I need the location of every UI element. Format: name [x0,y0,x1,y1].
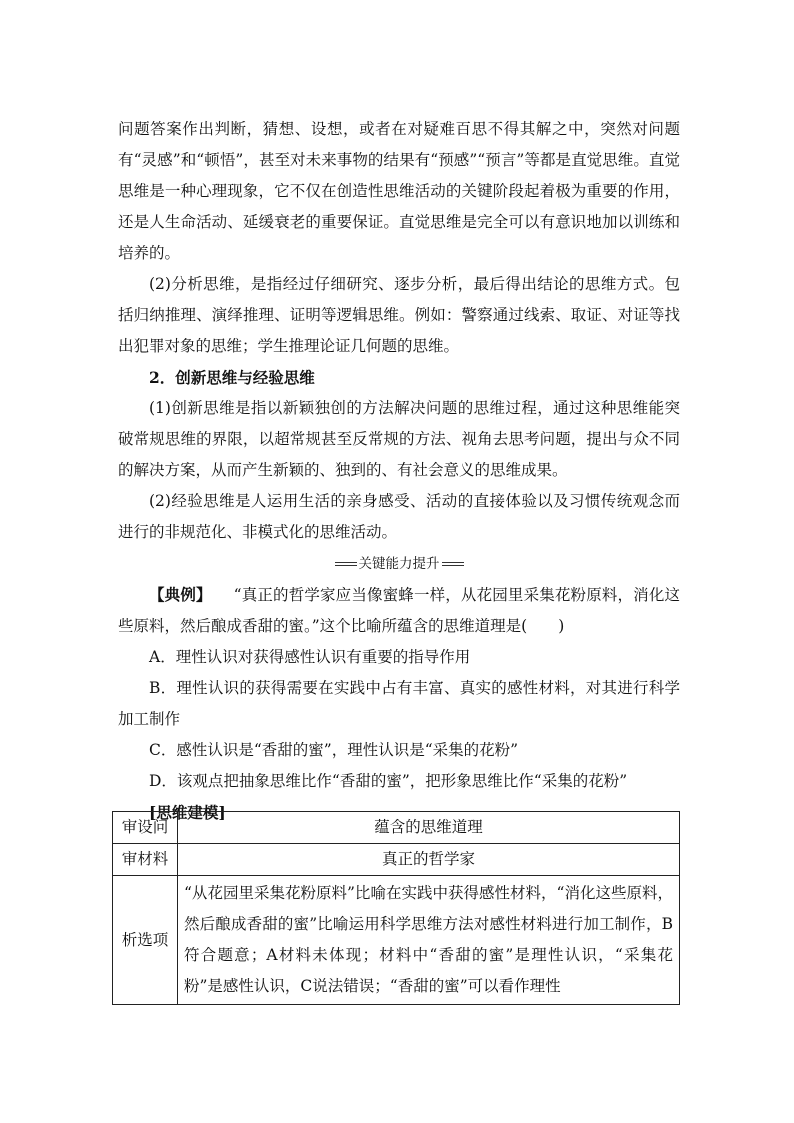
section-banner [118,548,680,579]
banner-box [331,556,468,572]
option-d: D．该观点把抽象思维比作“香甜的蜜”，把形象思维比作“采集的花粉” [149,772,628,790]
banner-title: 关键能力提升 [358,556,440,572]
table-row [113,844,680,876]
paragraph-innovation: (1)创新思维是指以新颖独创的方法解决问题的思维过程，通过这种思维能突破常规思维的界限，以超常规甚至反常规的方法、视角去思考问题，提出与众不同的解决方案，从而产生新颖的、独到的、有社会意义的思维成果。 [118,399,680,479]
table-row [113,812,680,844]
option-a: A．理性认识对获得感性认识有重要的指导作用 [149,648,471,666]
section-heading-2: 2．创新思维与经验思维 [149,368,315,387]
option-b: B．理性认识的获得需要在实践中占有丰富、真实的感性材料，对其进行科学加工制作 [118,679,680,728]
example-paragraph [118,579,680,642]
row-value-material: 真正的哲学家 [178,844,680,876]
paragraph-intuition: 问题答案作出判断，猜想、设想，或者在对疑难百思不得其解之中，突然对问题有“灵感”和“顿悟”，甚至对未来事物的结果有“预感”“预言”等都是直觉思维。直觉思维是一种心理现象，它不仅在创造性思维活动的关键阶段起着极为重要的作用，还是人生命活动、延缓衰老的重要保证。直觉思维是完全可以有意识地加以训练和培养的。 [118,120,680,262]
banner-right-rule [442,562,464,566]
option-c: C．感性认识是“香甜的蜜”，理性认识是“采集的花粉” [149,741,519,759]
row-label-options: 析选项 [113,876,178,1005]
document-body [118,114,680,828]
paragraph-analysis: (2)分析思维，是指经过仔细研究、逐步分析，最后得出结论的思维方式。包括归纳推理、演绎推理、证明等逻辑思维。例如：警察通过线索、取证、对证等找出犯罪对象的思维；学生推理论证几何题的思维。 [118,275,680,355]
banner-left-rule [335,562,357,566]
paragraph-experience: (2)经验思维是人运用生活的亲身感受、活动的直接体验以及习惯传统观念而进行的非规范化、非模式化的思维活动。 [118,492,680,541]
example-tag: 【典例】 [149,585,212,604]
thinking-model-table [112,811,680,1005]
example-text: “真正的哲学家应当像蜜蜂一样，从花园里采集花粉原料，消化这些原料，然后酿成香甜的蜜。”这个比喻所蕴含的思维道理是( ) [118,586,680,635]
row-label-material: 审材料 [113,844,178,876]
row-value-options: “从花园里采集花粉原料”比喻在实践中获得感性材料，“消化这些原料，然后酿成香甜的蜜”比喻运用科学思维方法对感性材料进行加工制作，B符合题意；A材料未体现；材料中“香甜的蜜”是理性认识，“采集花粉”是感性认识，C说法错误；“香甜的蜜”可以看作理性 [178,876,680,1005]
row-value-question: 蕴含的思维道理 [178,812,680,844]
model-heading: [思维建模] [149,803,226,822]
row-label-question: 审设问 [113,812,178,844]
table-row [113,876,680,1005]
